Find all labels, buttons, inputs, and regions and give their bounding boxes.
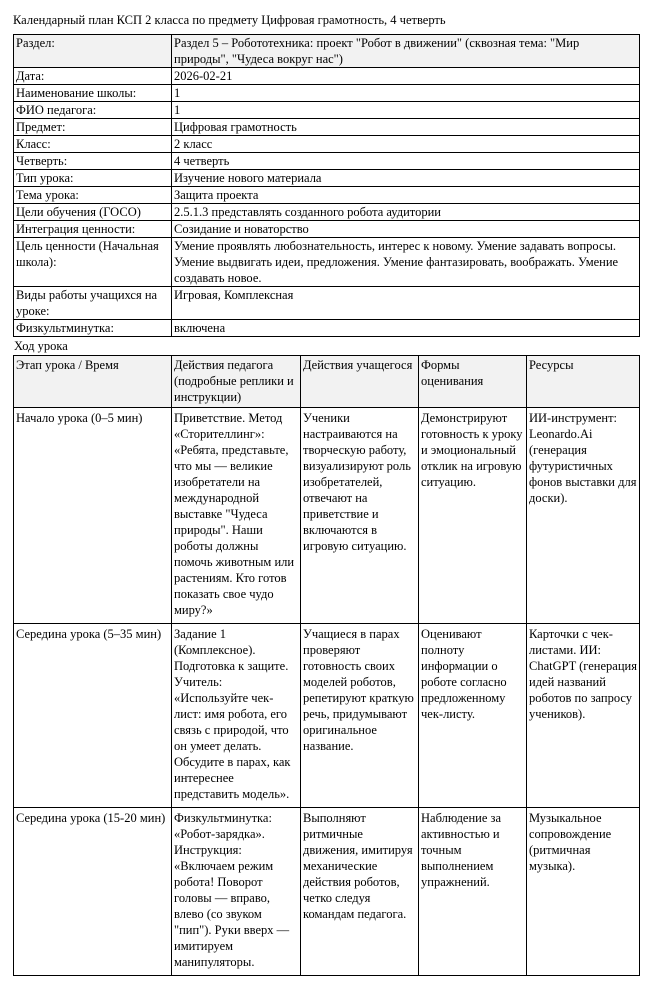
meta-value: 1: [172, 102, 640, 119]
meta-row-lesson-topic: [14, 187, 640, 204]
column-header: Действия педагога (подробные реплики и инструкции): [172, 356, 301, 408]
resources-cell: ИИ-инструмент: Leonardo.Ai (генерация футуристичных фонов выставки для доски).: [527, 408, 640, 624]
meta-value: Раздел 5 – Робототехника: проект "Робот в движении" (сквозная тема: "Мир природы", "Чудеса вокруг нас"): [172, 35, 640, 68]
meta-row-subject: [14, 119, 640, 136]
meta-key: Класс:: [14, 136, 172, 153]
meta-value: Игровая, Комплексная: [172, 287, 640, 320]
assessment-cell: Наблюдение за активностью и точным выполнением упражнений.: [419, 808, 527, 976]
meta-row-date: [14, 68, 640, 85]
student-actions-cell: Ученики настраиваются на творческую работу, визуализируют роль изобретателей, отвечают на приветствие и включаются в игровую ситуацию.: [301, 408, 419, 624]
meta-row-quarter: [14, 153, 640, 170]
teacher-actions-cell: Задание 1 (Комплексное). Подготовка к защите. Учитель: «Используйте чек-лист: имя робота, его связь с природой, что он умеет делать. Обсудите в парах, как интереснее представить модель».: [172, 624, 301, 808]
meta-row-school: [14, 85, 640, 102]
stage-cell: Начало урока (0–5 мин): [14, 408, 172, 624]
meta-row-value-integration: [14, 221, 640, 238]
meta-value: 2026-02-21: [172, 68, 640, 85]
teacher-actions-cell: Физкультминутка: «Робот-зарядка». Инструкция: «Включаем режим робота! Поворот головы — вправо, влево (со звуком "пип"). Руки вверх — имитируем манипуляторы.: [172, 808, 301, 976]
resources-cell: Карточки с чек-листами. ИИ: ChatGPT (генерация идей названий роботов по запросу учеников).: [527, 624, 640, 808]
meta-key: Четверть:: [14, 153, 172, 170]
resources-cell: Музыкальное сопровождение (ритмичная музыка).: [527, 808, 640, 976]
column-header: Действия учащегося: [301, 356, 419, 408]
column-header: Этап урока / Время: [14, 356, 172, 408]
meta-key: ФИО педагога:: [14, 102, 172, 119]
stage-cell: Середина урока (5–35 мин): [14, 624, 172, 808]
column-header: Формы оценивания: [419, 356, 527, 408]
teacher-actions-cell: Приветствие. Метод «Сторителлинг»: «Ребята, представьте, что мы — великие изобретатели на международной выставке "Чудеса природы". Наши роботы должны помочь животным или растениям. Кто готов показать свое чудо миру?»: [172, 408, 301, 624]
meta-key: Интеграция ценности:: [14, 221, 172, 238]
meta-row-class: [14, 136, 640, 153]
table-row: [14, 624, 640, 808]
meta-key: Предмет:: [14, 119, 172, 136]
stage-cell: Середина урока (15-20 мин): [14, 808, 172, 976]
meta-row-section: [14, 35, 640, 68]
section-label: Ход урока: [14, 339, 68, 353]
meta-value: 1: [172, 85, 640, 102]
meta-key: Тип урока:: [14, 170, 172, 187]
assessment-cell: Демонстрируют готовность к уроку и эмоциональный отклик на игровую ситуацию.: [419, 408, 527, 624]
meta-key: Дата:: [14, 68, 172, 85]
meta-row-value-goal: [14, 238, 640, 287]
document-title: Календарный план КСП 2 класса по предмету Цифровая грамотность, 4 четверть: [13, 13, 446, 27]
meta-key: Цель ценности (Начальная школа):: [14, 238, 172, 287]
meta-value: 2.5.1.3 представлять созданного робота аудитории: [172, 204, 640, 221]
meta-value: Умение проявлять любознательность, интерес к новому. Умение задавать вопросы. Умение выдвигать идеи, предложения. Умение фантазировать, воображать. Умение создавать новое.: [172, 238, 640, 287]
meta-row-teacher: [14, 102, 640, 119]
assessment-cell: Оценивают полноту информации о роботе согласно предложенному чек-листу.: [419, 624, 527, 808]
meta-key: Виды работы учащихся на уроке:: [14, 287, 172, 320]
meta-key: Раздел:: [14, 35, 172, 68]
lesson-header-row: [14, 356, 640, 408]
meta-value: 2 класс: [172, 136, 640, 153]
meta-value: Изучение нового материала: [172, 170, 640, 187]
table-row: [14, 808, 640, 976]
lesson-table: [13, 355, 640, 976]
meta-row-lesson-type: [14, 170, 640, 187]
meta-value: 4 четверть: [172, 153, 640, 170]
student-actions-cell: Выполняют ритмичные движения, имитируя механические действия роботов, четко следуя командам педагога.: [301, 808, 419, 976]
meta-row-work-types: [14, 287, 640, 320]
table-row: [14, 408, 640, 624]
meta-row-learning-goals: [14, 204, 640, 221]
meta-key: Цели обучения (ГОСО): [14, 204, 172, 221]
meta-key: Тема урока:: [14, 187, 172, 204]
meta-key: Физкультминутка:: [14, 320, 172, 337]
meta-table: [13, 34, 640, 337]
student-actions-cell: Учащиеся в парах проверяют готовность своих моделей роботов, репетируют краткую речь, придумывают оригинальное название.: [301, 624, 419, 808]
column-header: Ресурсы: [527, 356, 640, 408]
meta-value: Цифровая грамотность: [172, 119, 640, 136]
meta-value: Созидание и новаторство: [172, 221, 640, 238]
meta-value: включена: [172, 320, 640, 337]
meta-value: Защита проекта: [172, 187, 640, 204]
meta-row-physical-break: [14, 320, 640, 337]
meta-key: Наименование школы:: [14, 85, 172, 102]
